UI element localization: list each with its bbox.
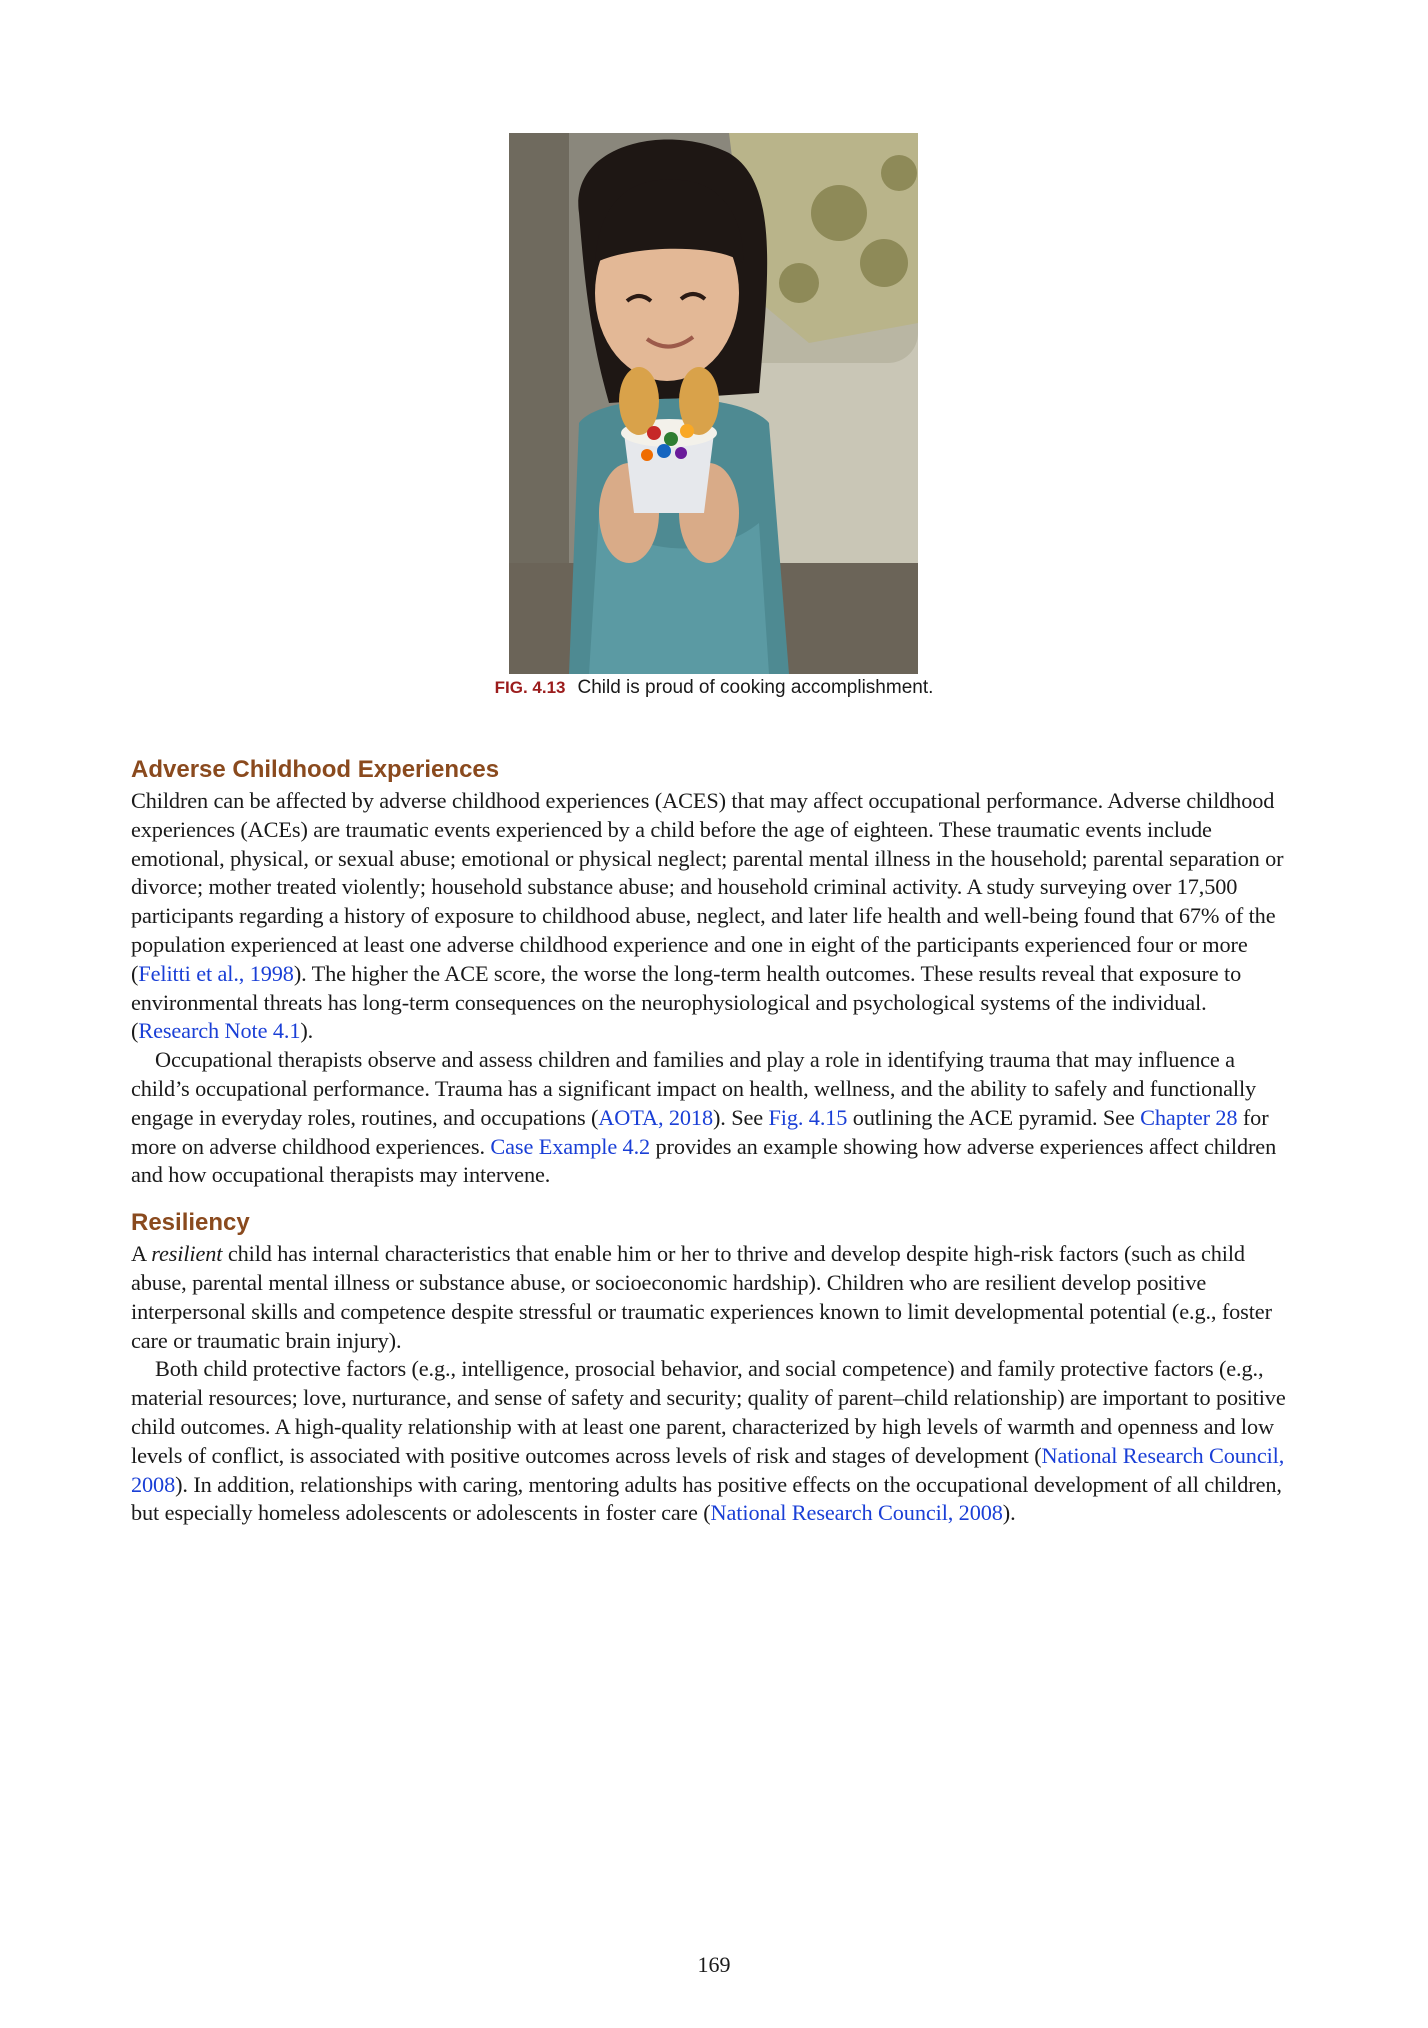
- emphasis-resilient: resilient: [151, 1241, 223, 1267]
- chapter-link-28[interactable]: Chapter 28: [1140, 1104, 1238, 1130]
- page-number: 169: [697, 1952, 731, 1977]
- text-run: for more on adverse childhood experiences.: [131, 1104, 1269, 1159]
- text-run: ). The higher the ACE score, the worse the long-term health outcomes. These results reveal that exposure to environmental threats has long-term consequences on the neurophysiological and psychological systems of the individual. (: [131, 960, 1242, 1044]
- research-note-link[interactable]: Research Note 4.1: [138, 1018, 301, 1044]
- text-run: A: [131, 1241, 152, 1267]
- figure-caption: [0, 677, 1428, 699]
- child-photo-illustration: [509, 133, 918, 674]
- citation-link-felitti[interactable]: Felitti et al., 1998: [138, 960, 294, 986]
- figure-label: FIG. 4.13: [494, 678, 566, 697]
- section-heading-resiliency: Resiliency: [131, 1209, 250, 1237]
- paragraph-occupational-therapists: [131, 1046, 1297, 1190]
- text-run: provides an example showing how adverse experiences affect children and how occupational therapists may intervene.: [131, 1133, 1277, 1188]
- text-run: ). In addition, relationships with caring, mentoring adults has positive effects on the occupational development of all children, but especially homeless adolescents or adolescents in foster care (: [131, 1471, 1282, 1526]
- text-run: child has internal characteristics that enable him or her to thrive and develop despite high-risk factors (such as child abuse, parental mental illness or substance abuse, or socioeconomic hardship). Children who are resilient develop positive interpersonal skills and competence despite stressful or traumatic experiences known to limit developmental potential (e.g., foster care or traumatic brain injury).: [131, 1241, 1272, 1353]
- text-run: outlining the ACE pyramid. See: [847, 1104, 1141, 1130]
- figure-photo-child: [509, 133, 918, 674]
- figure-link-4-15[interactable]: Fig. 4.15: [768, 1104, 848, 1130]
- text-run: ). See: [712, 1104, 769, 1130]
- figure-caption-text: Child is proud of cooking accomplishment.: [577, 677, 934, 698]
- paragraph-resilient-child: [131, 1240, 1297, 1355]
- text-run: Children can be affected by adverse childhood experiences (ACES) that may affect occupational performance. Adverse childhood experiences (ACEs) are traumatic events experienced by a child before the age of eighteen. These traumatic events include emotional, physical, or sexual abuse; emotional or physical neglect; parental mental illness in the household; parental separation or divorce; mother treated violently; household substance abuse; and household criminal activity. A study surveying over 17,500 participants regarding a history of exposure to childhood abuse, neglect, and later life health and well-being found that 67% of the population experienced at least one adverse childhood experience and one in eight of the participants experienced four or more (: [131, 788, 1284, 986]
- citation-link-nrc-2008-second[interactable]: National Research Council, 2008: [710, 1500, 1003, 1526]
- text-run: ).: [300, 1018, 314, 1044]
- main-content: [131, 753, 1297, 1528]
- paragraph-aces-intro: [131, 787, 1297, 1046]
- citation-link-aota[interactable]: AOTA, 2018: [598, 1104, 713, 1130]
- text-run: ).: [1002, 1500, 1016, 1526]
- case-example-link-4-2[interactable]: Case Example 4.2: [490, 1133, 651, 1159]
- citation-link-nrc-2008-first[interactable]: National Research Council, 2008: [131, 1442, 1285, 1497]
- text-run: Both child protective factors (e.g., intelligence, prosocial behavior, and social competence) and family protective factors (e.g., material resources; love, nurturance, and sense of safety and security; quality of parent–child relationship) are important to positive child outcomes. A high-quality relationship with at least one parent, characterized by high levels of warmth and openness and low levels of conflict, is associated with positive outcomes across levels of risk and stages of development (: [131, 1356, 1286, 1468]
- paragraph-protective-factors: [131, 1355, 1297, 1528]
- text-run: Occupational therapists observe and assess children and families and play a role in identifying trauma that may influence a child’s occupational performance. Trauma has a significant impact on health, wellness, and the ability to safely and functionally engage in everyday roles, routines, and occupations (: [131, 1047, 1257, 1130]
- section-spacer: [131, 1190, 1297, 1206]
- section-heading-adverse-childhood-experiences: Adverse Childhood Experiences: [131, 756, 500, 783]
